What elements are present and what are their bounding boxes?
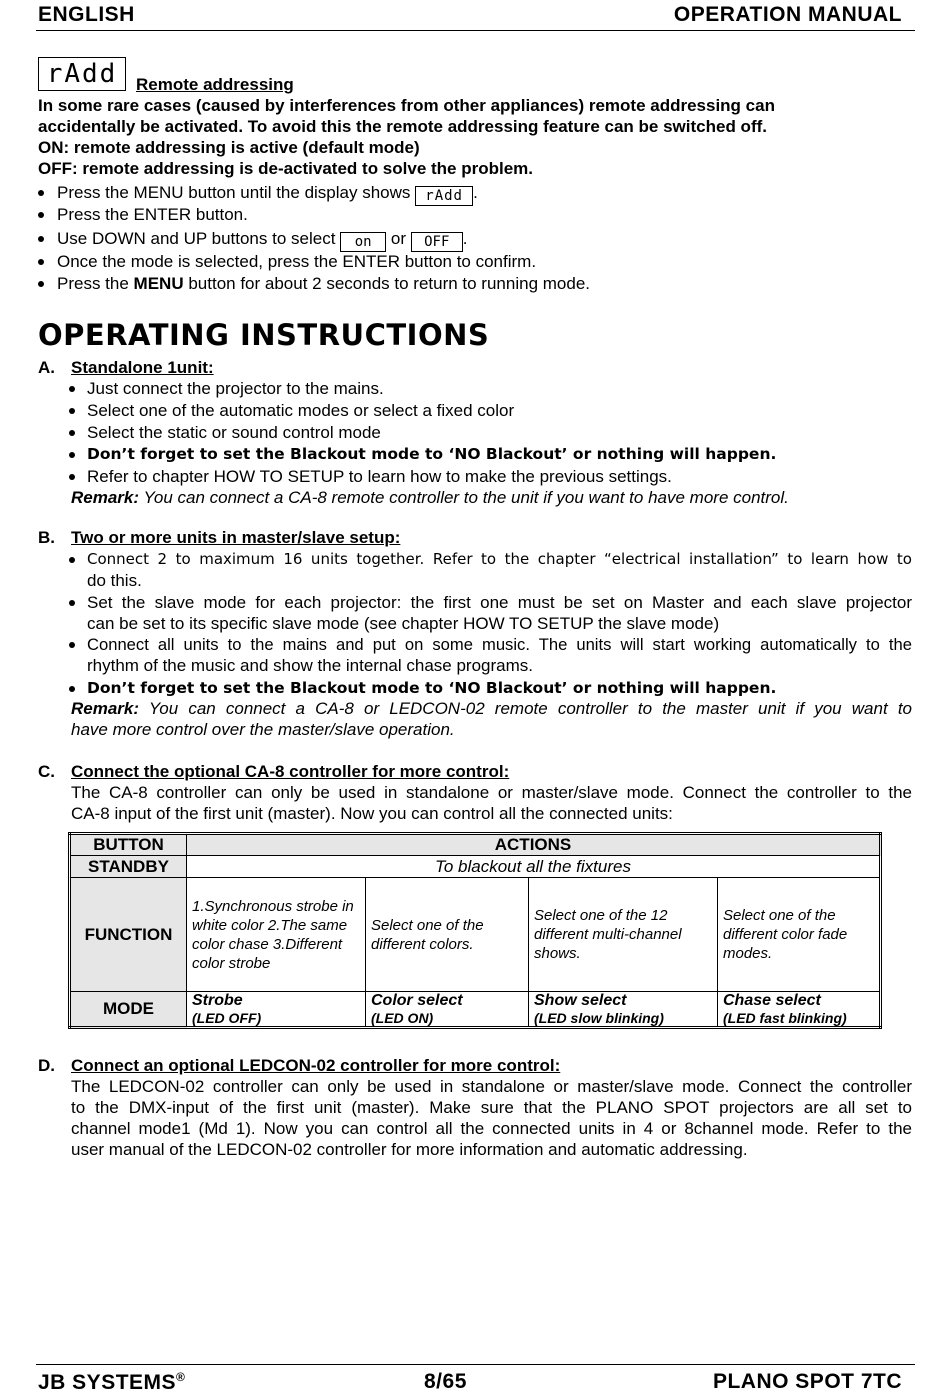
function-show-cell: Select one of the 12 different multi-channel shows.: [529, 878, 718, 992]
radd-step-2: Press the ENTER button.: [57, 205, 248, 224]
bullet-icon: [69, 642, 75, 648]
footer-product-name: PLANO SPOT 7TC: [712, 1370, 902, 1393]
section-b-item-1-line-1: Connect 2 to maximum 16 units together. Refer to the chapter “electrical installation” to learn how to: [87, 550, 912, 568]
footer-page-number: 8/65: [424, 1370, 467, 1393]
section-c-letter: C.: [38, 762, 55, 781]
section-d-heading: Connect an optional LEDCON-02 controller for more control:: [71, 1056, 561, 1075]
radd-display-small-icon: rAdd: [415, 186, 473, 206]
radd-step-4: Once the mode is selected, press the ENTER button to confirm.: [57, 252, 537, 271]
table-row: [70, 992, 881, 1028]
section-d-para-line-4: user manual of the LEDCON-02 controller for more information and automatic addressing.: [71, 1140, 748, 1159]
table-header-button: BUTTON: [70, 834, 187, 856]
radd-step-5: Press the MENU button for about 2 seconds to return to running mode.: [57, 274, 590, 293]
bullet-icon: [69, 452, 75, 458]
mode-color-cell: Color select (LED ON): [366, 992, 529, 1028]
mode-chase-cell: Chase select (LED fast blinking): [718, 992, 881, 1028]
section-a-item-3: Select the static or sound control mode: [87, 423, 381, 442]
section-c-para-line-1: The CA-8 controller can only be used in standalone or master/slave mode. Connect the controller to the: [71, 783, 912, 802]
table-row: [70, 856, 881, 878]
function-label: FUNCTION: [70, 878, 187, 992]
table-row: [70, 834, 881, 856]
bullet-icon: [69, 474, 75, 480]
section-a-heading: Standalone 1unit:: [71, 358, 214, 377]
section-b-remark-line-1: Remark: You can connect a CA-8 or LEDCON-02 remote controller to the master unit if you want to: [71, 699, 912, 718]
section-a-letter: A.: [38, 358, 55, 377]
table-header-actions: ACTIONS: [187, 834, 881, 856]
bullet-icon: [69, 686, 75, 692]
bullet-icon: [69, 600, 75, 606]
bullet-icon: [69, 408, 75, 414]
header-manual-title: OPERATION MANUAL: [673, 3, 902, 26]
section-d-para-line-2: to the DMX-input of the first unit (master). Make sure that the PLANO SPOT projectors are all set to: [71, 1098, 912, 1117]
section-d-letter: D.: [38, 1056, 55, 1075]
registered-mark: ®: [176, 1370, 186, 1384]
function-strobe-cell: 1.Synchronous strobe in white color 2.The same color chase 3.Different color strobe: [187, 878, 366, 992]
radd-display-icon: rAdd: [38, 57, 126, 91]
footer-brand: JB SYSTEMS®: [38, 1370, 186, 1394]
section-b-remark-line-2: have more control over the master/slave operation.: [71, 720, 455, 739]
radd-off-text: OFF: remote addressing is de-activated to solve the problem.: [38, 159, 534, 178]
standby-action: To blackout all the fixtures: [187, 856, 881, 878]
bullet-icon: [38, 212, 44, 218]
mode-strobe-cell: Strobe (LED OFF): [187, 992, 366, 1028]
bullet-icon: [69, 430, 75, 436]
section-a-item-1: Just connect the projector to the mains.: [87, 379, 384, 398]
header-language: ENGLISH: [38, 3, 135, 26]
section-b-item-1-line-2: do this.: [87, 571, 142, 590]
section-b-item-2-line-2: can be set to its specific slave mode (see chapter HOW TO SETUP the slave mode): [87, 614, 720, 633]
section-a-remark: Remark: You can connect a CA-8 remote controller to the unit if you want to have more control.: [71, 488, 789, 507]
section-a-item-2: Select one of the automatic modes or select a fixed color: [87, 401, 515, 420]
radd-step-1: Press the MENU button until the display shows rAdd .: [57, 183, 478, 204]
radd-intro-line-1: In some rare cases (caused by interferences from other appliances) remote addressing can: [38, 96, 775, 115]
section-d-para-line-3: channel mode1 (Md 1). Now you can control all the connected units in 4 or 8channel mode. Refer to the: [71, 1119, 912, 1138]
table-row: [70, 878, 881, 992]
radd-on-text: ON: remote addressing is active (default mode): [38, 138, 420, 157]
standby-label: STANDBY: [70, 856, 187, 878]
section-b-item-2-line-1: Set the slave mode for each projector: the first one must be set on Master and each slave projector: [87, 593, 912, 612]
section-b-item-4: Don’t forget to set the Blackout mode to ‘NO Blackout’ or nothing will happen.: [87, 679, 777, 697]
section-b-item-3-line-2: rhythm of the music and show the internal chase programs.: [87, 656, 533, 675]
on-display-icon: on: [340, 232, 386, 252]
section-b-item-3-line-1: Connect all units to the mains and put on some music. The units will start working automatically to the: [87, 635, 912, 654]
function-color-cell: Select one of the different colors.: [366, 878, 529, 992]
header-divider: [36, 30, 915, 31]
section-d-para-line-1: The LEDCON-02 controller can only be used in standalone or master/slave mode. Connect the controller: [71, 1077, 912, 1096]
bullet-icon: [38, 259, 44, 265]
section-a-item-4: Don’t forget to set the Blackout mode to ‘NO Blackout’ or nothing will happen.: [87, 445, 777, 463]
section-b-letter: B.: [38, 528, 55, 547]
radd-intro-line-2: accidentally be activated. To avoid this the remote addressing feature can be switched off.: [38, 117, 767, 136]
section-c-para-line-2: CA-8 input of the first unit (master). Now you can control all the connected units:: [71, 804, 673, 823]
radd-title: Remote addressing: [136, 75, 294, 94]
section-a-item-5: Refer to chapter HOW TO SETUP to learn how to make the previous settings.: [87, 467, 672, 486]
section-c-heading: Connect the optional CA-8 controller for more control:: [71, 762, 510, 781]
bullet-icon: [38, 190, 44, 196]
section-b-heading: Two or more units in master/slave setup:: [71, 528, 401, 547]
bullet-icon: [38, 236, 44, 242]
mode-label: MODE: [70, 992, 187, 1028]
bullet-icon: [69, 557, 75, 563]
ca8-controls-table: [68, 832, 882, 1029]
mode-show-cell: Show select (LED slow blinking): [529, 992, 718, 1028]
radd-step-3: Use DOWN and UP buttons to select on or OFF .: [57, 229, 468, 250]
function-chase-cell: Select one of the different color fade modes.: [718, 878, 881, 992]
off-display-icon: OFF: [411, 232, 463, 252]
operating-instructions-title: OPERATING INSTRUCTIONS: [38, 318, 490, 352]
bullet-icon: [38, 281, 44, 287]
footer-divider: [36, 1364, 915, 1365]
bullet-icon: [69, 386, 75, 392]
